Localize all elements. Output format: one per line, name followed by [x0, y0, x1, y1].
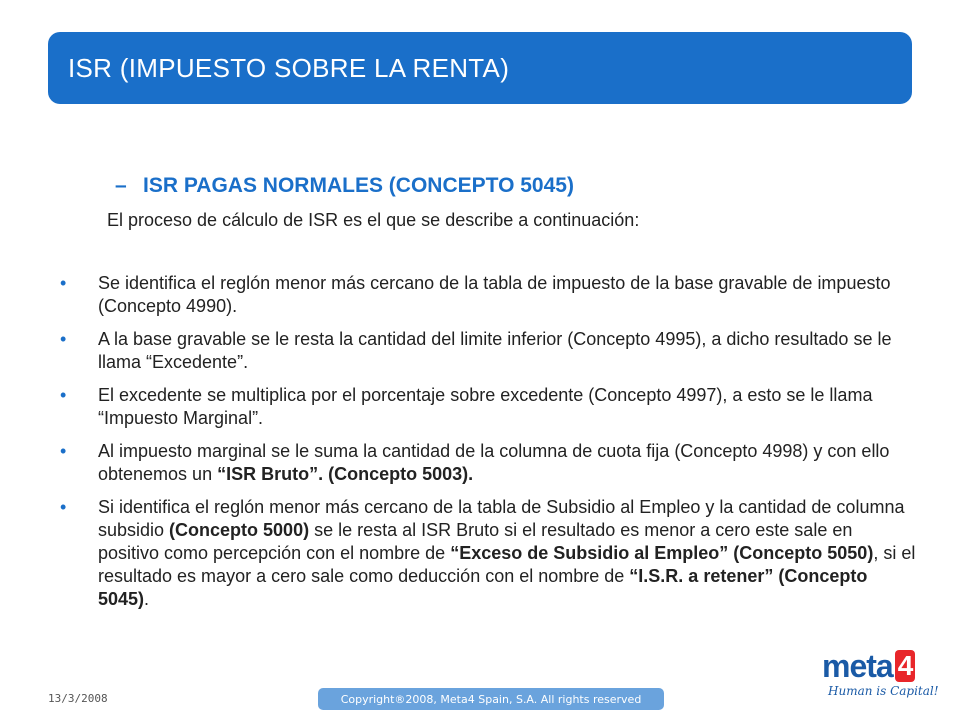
bullet-bold-text: “Exceso de Subsidio al Empleo” (Concepto 5050)	[450, 543, 874, 563]
logo-word-text: meta	[822, 648, 893, 684]
footer-date: 13/3/2008	[48, 692, 108, 705]
meta4-logo	[818, 646, 938, 706]
section-heading	[115, 174, 574, 198]
bullet-text: se le resta al ISR Bruto si el resultado es menor a cero este sale en positivo como percepción con el nombre de	[98, 520, 853, 563]
bullet-item	[58, 328, 918, 374]
bullet-item	[58, 440, 918, 486]
footer-copyright: Copyright®2008, Meta4 Spain, S.A. All rights reserved	[318, 688, 664, 710]
logo-number-badge: 4	[895, 650, 916, 682]
bullet-dot-icon: •	[60, 441, 67, 461]
bullet-dot-icon: •	[60, 385, 67, 405]
logo-tagline: Human is Capital!	[828, 684, 939, 698]
bullet-dot-icon: •	[60, 497, 67, 517]
section-intro: El proceso de cálculo de ISR es el que se describe a continuación:	[107, 210, 640, 230]
bullet-bold-text: (Concepto 5000)	[169, 520, 310, 540]
logo-wordmark	[822, 646, 915, 686]
title-bar	[48, 32, 912, 104]
bullet-text: A la base gravable se le resta la cantidad del limite inferior (Concepto 4995), a dicho resultado se le llama “Excedente”.	[98, 329, 892, 372]
bullet-bold-text: “ISR Bruto”. (Concepto 5003).	[217, 464, 474, 484]
bullet-text: Si identifica el reglón menor más cercano de la tabla de Subsidio al Empleo y la cantidad de columna subsidio	[98, 497, 905, 540]
page-title: ISR (IMPUESTO SOBRE LA RENTA)	[68, 52, 510, 83]
bullet-bold-text: “I.S.R. a retener” (Concepto 5045)	[98, 566, 868, 609]
bullet-dot-icon: •	[60, 273, 67, 293]
bullet-text: Se identifica el reglón menor más cercano de la tabla de impuesto de la base gravable de impuesto (Concepto 4990).	[98, 273, 891, 316]
bullet-item	[58, 496, 918, 611]
bullet-text: , si el resultado es mayor a cero sale como deducción con el nombre de	[98, 543, 916, 586]
bullet-text: El excedente se multiplica por el porcentaje sobre excedente (Concepto 4997), a esto se le llama “Impuesto Marginal”.	[98, 385, 873, 428]
section-heading-text: ISR PAGAS NORMALES (CONCEPTO 5045)	[143, 174, 574, 197]
bullet-text: .	[144, 589, 150, 609]
bullet-text: Al impuesto marginal se le suma la cantidad de la columna de cuota fija (Concepto 4998) y con ello obtenemos un	[98, 441, 890, 484]
bullet-item	[58, 272, 918, 318]
bullet-item	[58, 384, 918, 430]
bullet-dot-icon: •	[60, 329, 67, 349]
bullet-list	[58, 272, 918, 621]
section-dash: –	[115, 174, 127, 197]
